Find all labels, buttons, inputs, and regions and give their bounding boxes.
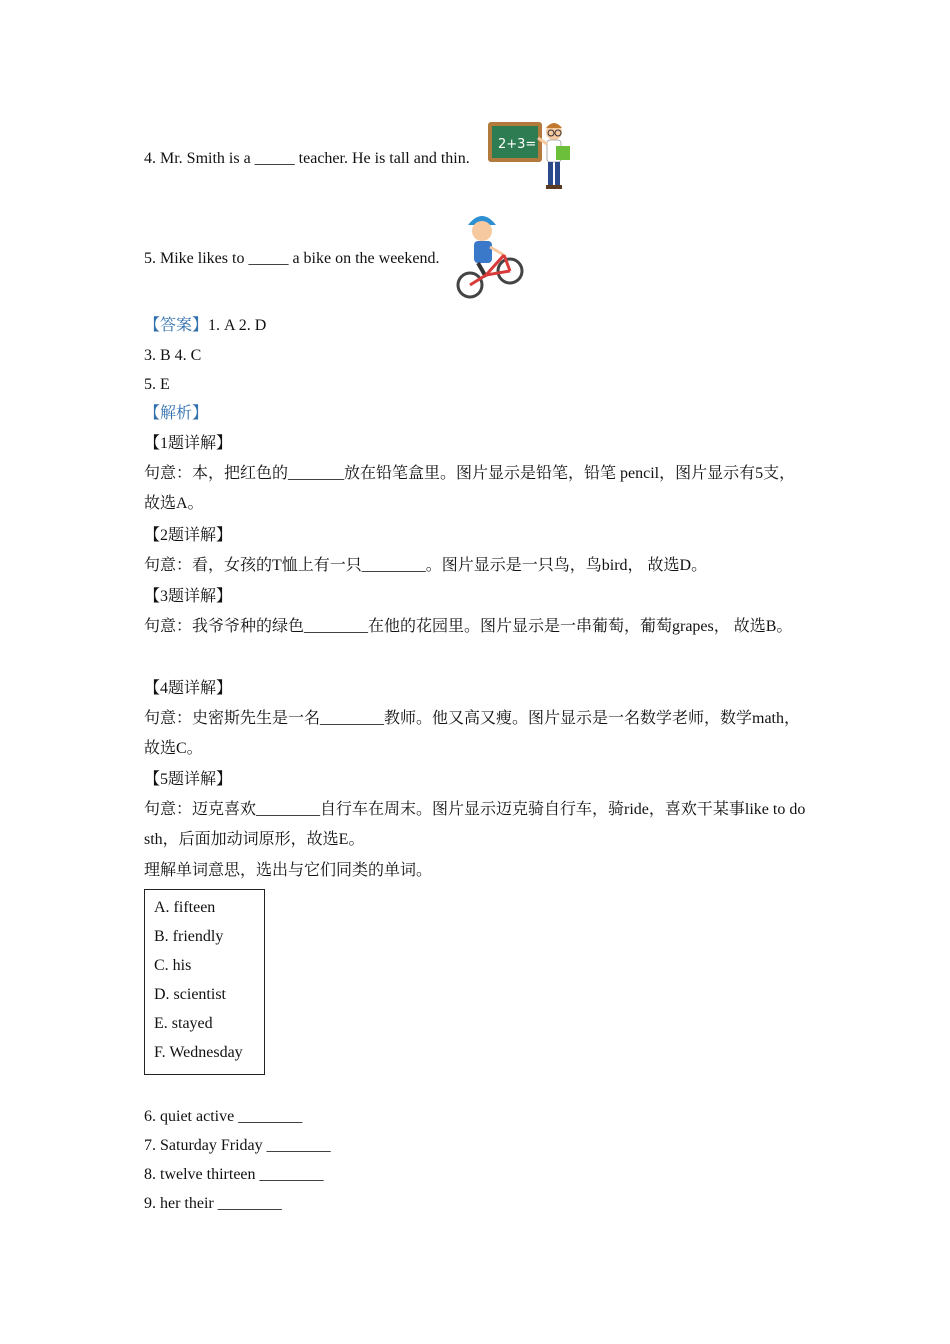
detail-text-5: 句意：迈克喜欢________自行车在周末。图片显示迈克骑自行车，骑ride，喜欢干某事like to do sth，后面加动词原形，故选E。: [144, 801, 806, 848]
detail-text-1: 句意：本，把红色的_______放在铅笔盒里。图片显示是铅笔，铅笔 pencil，图片显示有5支， 故选A。: [144, 465, 796, 512]
question-5: 5. Mike likes to _____ a bike on the weekend.: [144, 250, 440, 267]
word-options-box: [144, 889, 265, 1075]
detail-text-4: 句意：史密斯先生是一名________教师。他又高又瘦。图片显示是一名数学老师，数学math， 故选C。: [144, 710, 800, 757]
question-4: 4. Mr. Smith is a _____ teacher. He is tall and thin.: [144, 150, 470, 167]
answer-line-1: [144, 316, 266, 336]
option-a: A. fifteen: [154, 899, 216, 916]
option-b: B. friendly: [154, 928, 224, 945]
svg-text:2+3=: 2+3=: [498, 137, 537, 152]
analysis-label: 【解析】: [144, 405, 209, 422]
option-c: C. his: [154, 957, 192, 974]
teacher-at-blackboard-picture: [486, 118, 574, 192]
detail-title-1: 【1题详解】: [144, 435, 233, 452]
detail-text-2: 句意：看，女孩的T恤上有一只________。图片显示是一只鸟，鸟bird， 故选D。: [144, 557, 708, 574]
question-9: 9. her their ________: [144, 1195, 282, 1212]
detail-title-3: 【3题详解】: [144, 588, 233, 605]
question-7: 7. Saturday Friday ________: [144, 1137, 331, 1154]
boy-riding-bike-picture: [456, 209, 524, 303]
answer-label: 【答案】: [144, 317, 209, 334]
answer-line-3: 5. E: [144, 376, 170, 393]
section-instruction: 理解单词意思，选出与它们同类的单词。: [144, 862, 433, 879]
detail-title-5: 【5题详解】: [144, 771, 233, 788]
question-6: 6. quiet active ________: [144, 1108, 303, 1125]
detail-title-2: 【2题详解】: [144, 527, 233, 544]
question-8: 8. twelve thirteen ________: [144, 1166, 324, 1183]
option-f: F. Wednesday: [154, 1044, 243, 1061]
answer-text-1: 1. A 2. D: [208, 317, 267, 334]
detail-text-3: 句意：我爷爷种的绿色________在他的花园里。图片显示是一串葡萄，葡萄grapes， 故选B。: [144, 618, 793, 635]
option-d: D. scientist: [154, 986, 226, 1003]
answer-line-2: 3. B 4. C: [144, 347, 202, 364]
option-e: E. stayed: [154, 1015, 213, 1032]
detail-title-4: 【4题详解】: [144, 680, 233, 697]
